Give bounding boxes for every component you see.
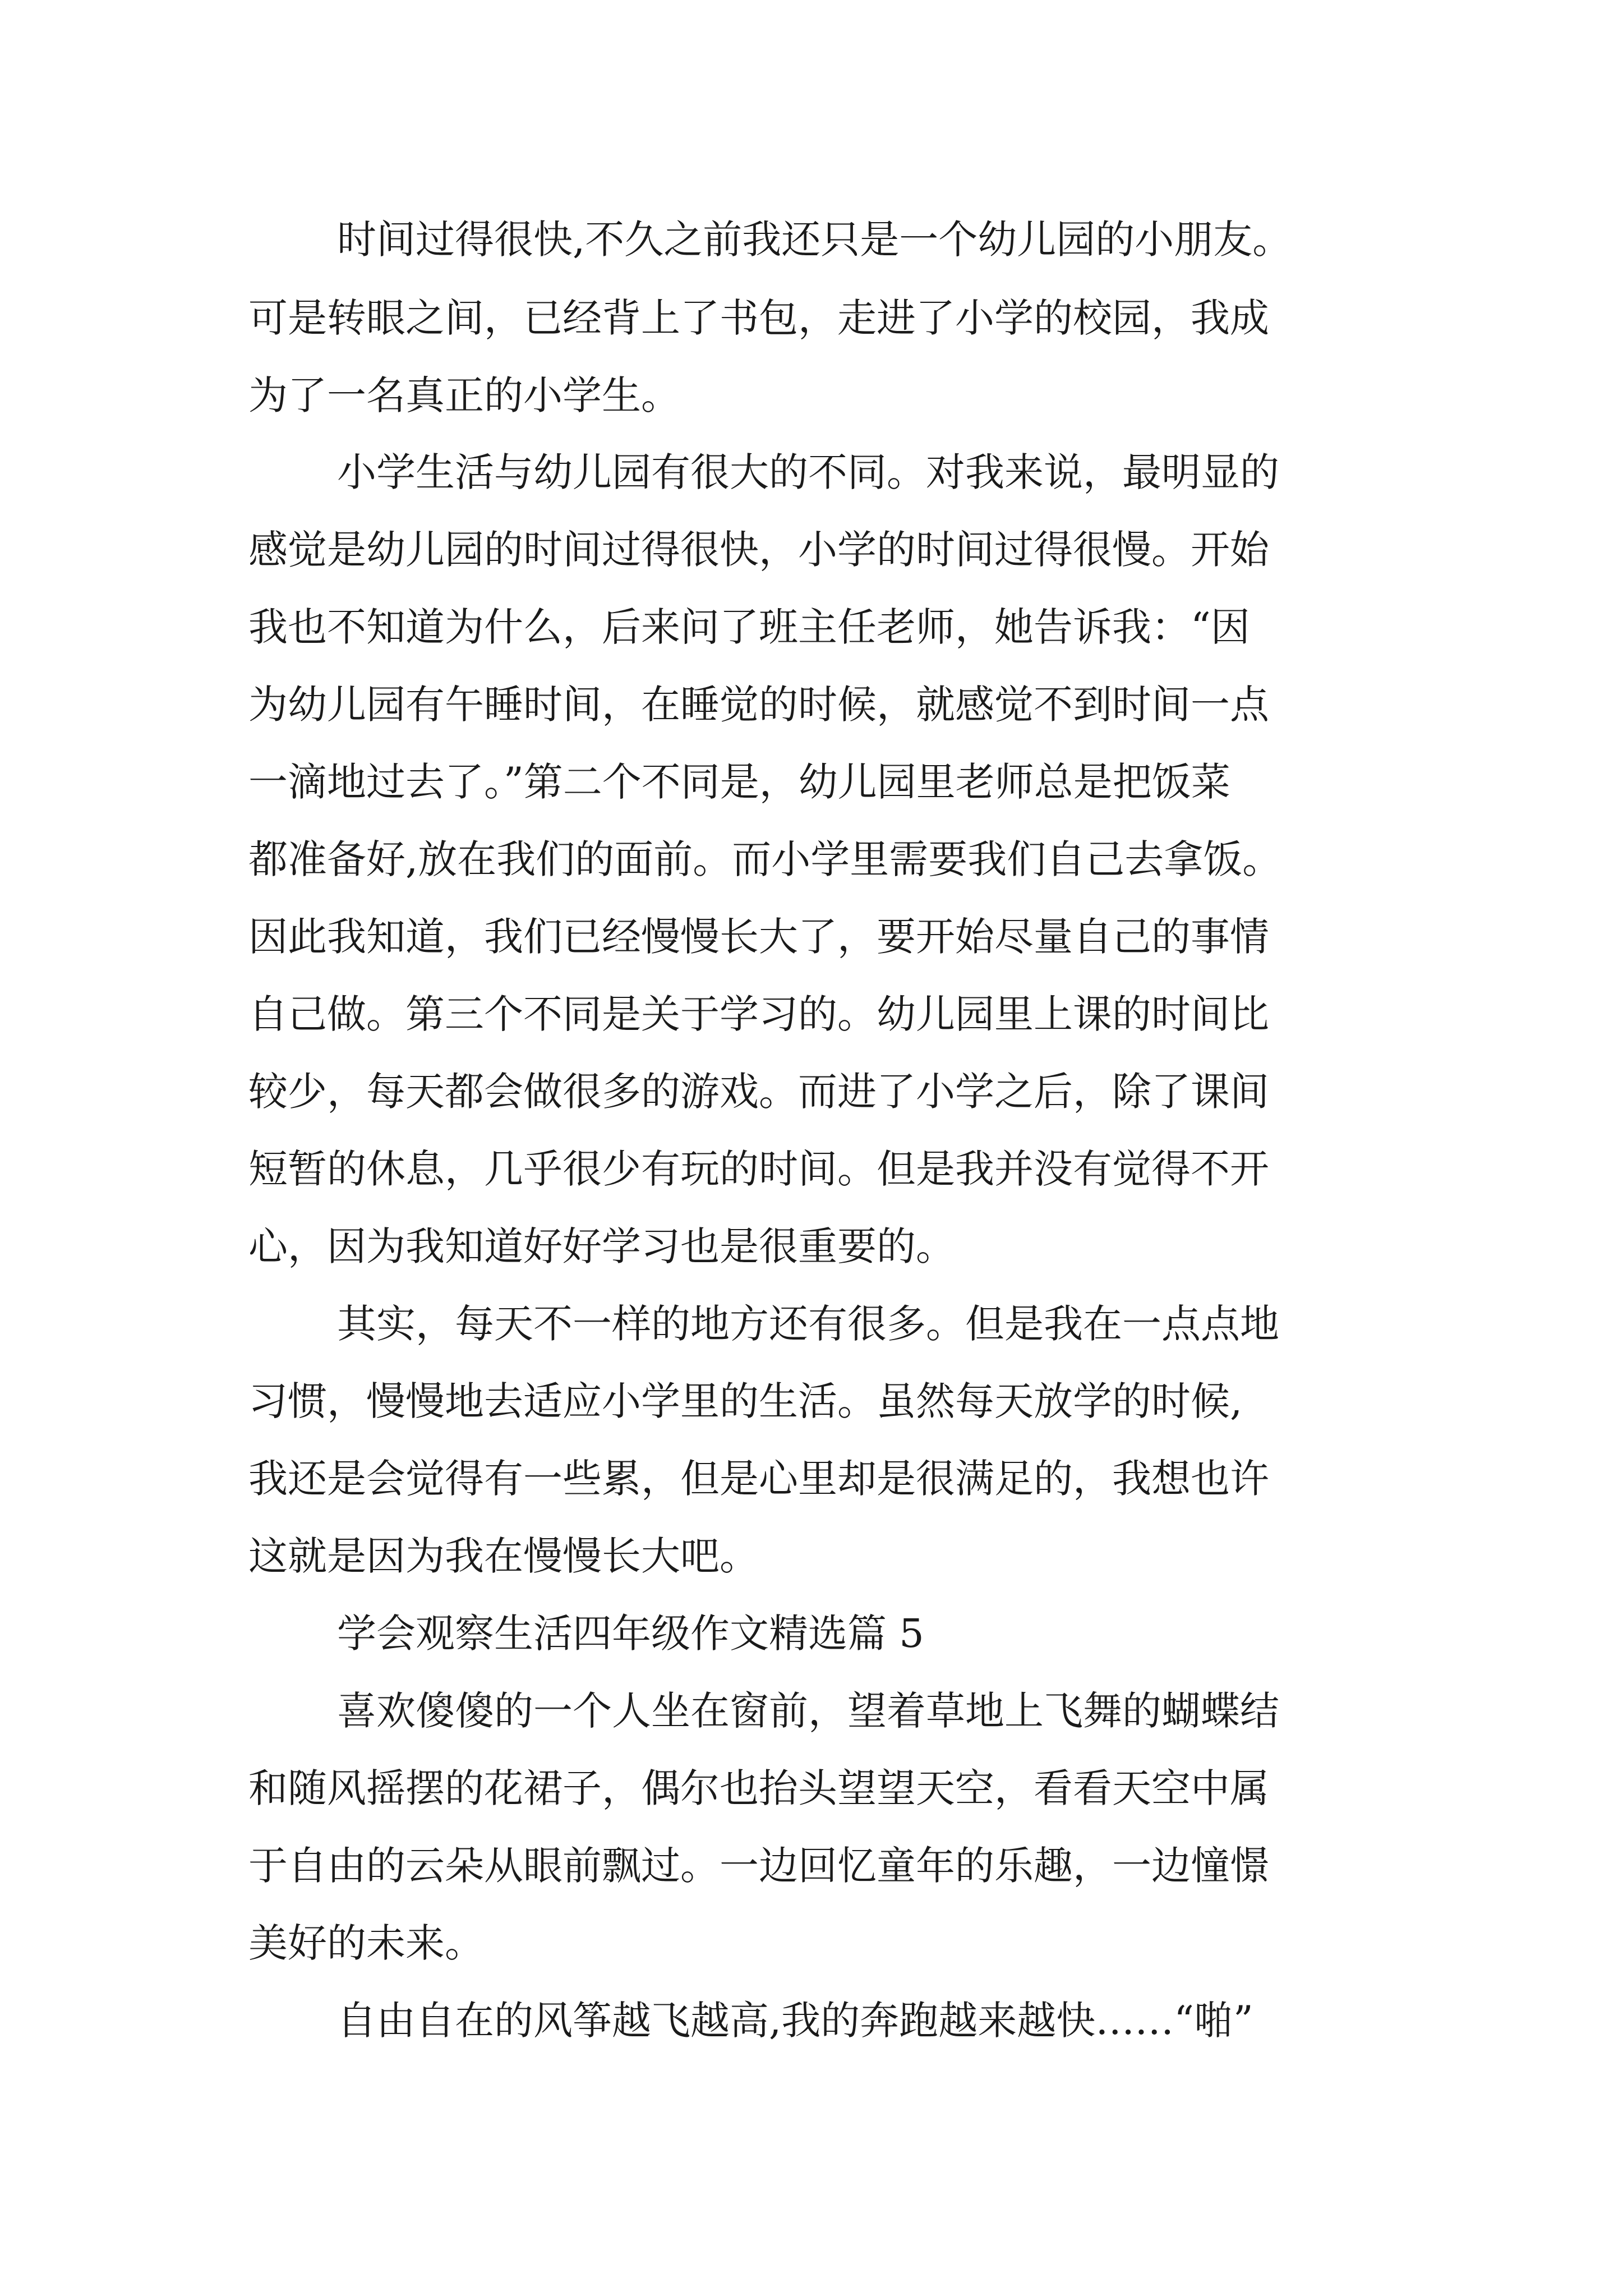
heading-line: 学会观察生活四年级作文精选篇 5: [337, 1611, 924, 1657]
text-line: 较少，每天都会做很多的游戏。而进了小学之后，除了课间: [248, 1069, 1269, 1115]
text-line: 自己做。第三个不同是关于学习的。幼儿园里上课的时间比: [248, 991, 1269, 1037]
text-line: 小学生活与幼儿园有很大的不同。对我来说，最明显的: [337, 449, 1279, 495]
text-line: 我也不知道为什么，后来问了班主任老师，她告诉我：“因: [248, 604, 1250, 650]
text-line: 和随风摇摆的花裙子，偶尔也抬头望望天空，看看天空中属: [248, 1765, 1269, 1811]
text-line: 为了一名真正的小学生。: [248, 372, 680, 418]
text-line: 感觉是幼儿园的时间过得很快，小学的时间过得很慢。开始: [248, 527, 1269, 573]
text-line: 习惯，慢慢地去适应小学里的生活。虽然每天放学的时候,: [248, 1378, 1243, 1424]
text-line: 我还是会觉得有一些累，但是心里却是很满足的，我想也许: [248, 1456, 1269, 1502]
text-line: 美好的未来。: [248, 1920, 484, 1966]
text-line: 这就是因为我在慢慢长大吧。: [248, 1533, 759, 1579]
text-line: 为幼儿园有午睡时间，在睡觉的时候，就感觉不到时间一点: [248, 682, 1269, 728]
text-line: 可是转眼之间，已经背上了书包，走进了小学的校园，我成: [248, 295, 1269, 341]
text-line: 因此我知道，我们已经慢慢长大了，要开始尽量自己的事情: [248, 914, 1269, 960]
text-line: 于自由的云朵从眼前飘过。一边回忆童年的乐趣，一边憧憬: [248, 1843, 1269, 1889]
text-line: 喜欢傻傻的一个人坐在窗前，望着草地上飞舞的蝴蝶结: [337, 1688, 1279, 1734]
text-line: 心，因为我知道好好学习也是很重要的。: [248, 1223, 955, 1269]
text-line: 自由自在的风筝越飞越高,我的奔跑越来越快……“啪”: [337, 1998, 1253, 2044]
text-line: 其实，每天不一样的地方还有很多。但是我在一点点地: [337, 1301, 1279, 1347]
text-line: 一滴地过去了。”第二个不同是，幼儿园里老师总是把饭菜: [248, 759, 1230, 805]
text-line: 时间过得很快,不久之前我还只是一个幼儿园的小朋友。: [337, 217, 1292, 263]
text-line: 都准备好,放在我们的面前。而小学里需要我们自己去拿饭。: [248, 836, 1282, 882]
text-line: 短暂的休息，几乎很少有玩的时间。但是我并没有觉得不开: [248, 1146, 1269, 1192]
